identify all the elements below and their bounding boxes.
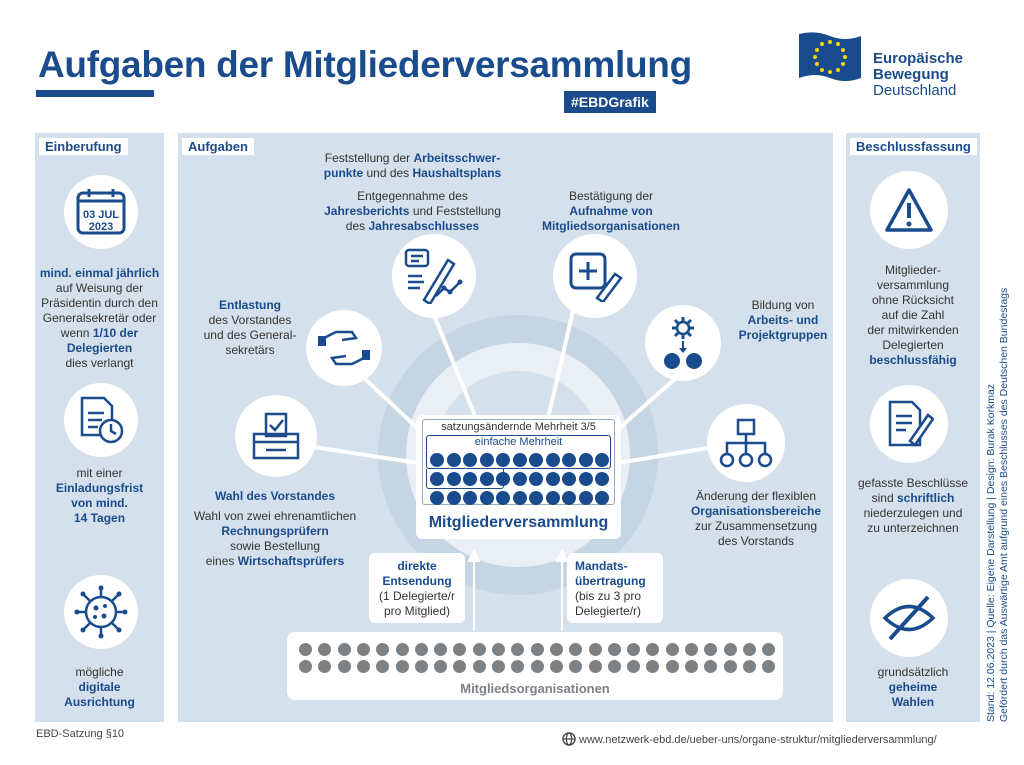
- beschlussfaehig-text: Mitglieder- versammlung ohne Rücksicht auf die Zahl der mitwirkenden Delegierten beschlussfähig: [867, 263, 959, 367]
- panel-einberufung: [35, 133, 164, 722]
- delegate-dot: [480, 472, 494, 486]
- organization-dot: [299, 643, 312, 656]
- page-title: Aufgaben der Mitgliederversammlung: [38, 44, 692, 85]
- warning-circle: [870, 171, 948, 249]
- credits-line: Stand: 12.06.2023 | Quelle: Eigene Darstellung | Design: Burak Korkmaz: [985, 383, 997, 722]
- organization-dot: [453, 643, 466, 656]
- delegate-dot: [480, 453, 494, 467]
- org-chart-icon: [719, 418, 773, 468]
- task-wahl-text: Wahl des Vorstandes Wahl von zwei ehrenamtlichen Rechnungsprüfern sowie Bestellung eines Wirtschaftsprüfers: [193, 489, 357, 568]
- task-entlastung-text: Entlastung des Vorstandes und des General- sekretärs: [203, 298, 297, 357]
- task-haushalt-text: Feststellung der Arbeitsschwer- punkte und des Haushaltsplans: [323, 151, 502, 180]
- panel-label: Einberufung: [39, 138, 128, 155]
- handover-hands-icon: [316, 326, 372, 370]
- calendar-date: 03 JUL: [82, 209, 120, 221]
- delegate-dot: [496, 453, 510, 467]
- majority-3-5-label: satzungsändernde Mehrheit 3/5: [441, 421, 596, 433]
- virus-icon: [73, 584, 129, 640]
- delegate-dot: [595, 491, 609, 505]
- delegate-dot: [463, 472, 477, 486]
- delegate-dot: [463, 491, 477, 505]
- gear-groups-icon: [659, 316, 707, 370]
- delegate-dot: [579, 453, 593, 467]
- delegate-dot: [546, 491, 560, 505]
- add-member-circle: [553, 234, 637, 318]
- delegate-dot: [480, 491, 494, 505]
- org-logo-text: [873, 51, 963, 99]
- member-organizations-box: [287, 632, 783, 700]
- add-document-icon: [567, 250, 623, 302]
- warning-icon: [884, 187, 934, 233]
- organization-dot: [531, 660, 544, 673]
- organization-dot: [569, 660, 582, 673]
- organization-dot: [569, 643, 582, 656]
- delegate-dot: [513, 472, 527, 486]
- organization-dot: [704, 660, 717, 673]
- digital-text: mögliche digitale Ausrichtung: [64, 665, 135, 709]
- virus-circle: [64, 575, 138, 649]
- calendar-circle: [64, 175, 138, 249]
- eye-slash-icon: [882, 593, 936, 643]
- organization-dot: [743, 660, 756, 673]
- signature-circle: [870, 385, 948, 463]
- organization-dot: [608, 643, 621, 656]
- document-clock-icon: [78, 395, 124, 445]
- delegate-dot: [496, 472, 510, 486]
- hidden-eye-circle: [870, 579, 948, 657]
- geheime-wahlen-text: grundsätzlich geheime Wahlen: [877, 665, 949, 709]
- groups-circle: [645, 305, 721, 381]
- organization-dot: [318, 643, 331, 656]
- organization-dot: [724, 660, 737, 673]
- assembly-label: Mitgliederversammlung: [428, 514, 609, 531]
- task-gruppen-text: Bildung von Arbeits- und Projektgruppen: [738, 298, 828, 342]
- delegate-dot: [546, 472, 560, 486]
- organization-dot: [492, 643, 505, 656]
- organization-dot: [357, 643, 370, 656]
- delegate-dot: [430, 491, 444, 505]
- organization-dot: [473, 643, 486, 656]
- logo-line: Europäische: [873, 50, 964, 67]
- einladungsfrist-text: mit einer Einladungsfrist von mind. 14 Tagen: [55, 466, 144, 525]
- report-signing-icon: [404, 248, 464, 304]
- panel-label: Beschlussfassung: [850, 138, 977, 155]
- panel-beschlussfassung: [846, 133, 980, 722]
- delegate-dot: [447, 453, 461, 467]
- organization-dot: [338, 660, 351, 673]
- delegate-dot: [430, 453, 444, 467]
- logo-line: Deutschland: [873, 82, 957, 99]
- organization-dot: [338, 643, 351, 656]
- organization-dot: [434, 643, 447, 656]
- delegate-dot: [579, 491, 593, 505]
- delegate-dot: [529, 453, 543, 467]
- organization-dot: [434, 660, 447, 673]
- signed-document-icon: [884, 399, 934, 449]
- panel-label: Aufgaben: [182, 138, 254, 155]
- organization-dot: [299, 660, 312, 673]
- delegate-dot: [546, 453, 560, 467]
- organization-dot: [396, 660, 409, 673]
- eu-flag-icon: [797, 30, 863, 84]
- organizations-label: Mitgliedsorganisationen: [460, 681, 610, 696]
- callout-direct: direkte Entsendung (1 Delegierte/r pro Mitglied): [369, 553, 465, 623]
- organization-dot: [666, 643, 679, 656]
- statute-reference: EBD-Satzung §10: [36, 728, 125, 740]
- delegate-dot: [595, 453, 609, 467]
- delegate-dot: [513, 491, 527, 505]
- organization-dot: [473, 660, 486, 673]
- delegate-dot: [579, 472, 593, 486]
- handshake-circle: [306, 310, 382, 386]
- organization-dot: [685, 643, 698, 656]
- organization-dot: [589, 643, 602, 656]
- organization-dot: [762, 643, 775, 656]
- delegate-dot: [562, 472, 576, 486]
- organization-dot: [704, 643, 717, 656]
- organization-dot: [415, 660, 428, 673]
- organization-dot: [396, 643, 409, 656]
- callout-mandat: Mandats- übertragung (bis zu 3 pro Delegierte/r): [567, 553, 663, 623]
- schriftlich-text: gefasste Beschlüsse sind schriftlich niederzulegen und zu unterzeichnen: [857, 476, 969, 535]
- organization-dot: [743, 643, 756, 656]
- organization-dot: [724, 643, 737, 656]
- hashtag-badge: #EBDGrafik: [564, 91, 656, 113]
- organization-dot: [646, 643, 659, 656]
- delegate-dot: [529, 472, 543, 486]
- delegate-dot: [513, 453, 527, 467]
- task-jahres-text: Entgegennahme des Jahresberichts und Feststellung des Jahresabschlusses: [324, 189, 501, 233]
- organization-dot: [627, 643, 640, 656]
- organization-dot: [627, 660, 640, 673]
- source-url-link[interactable]: www.netzwerk-ebd.de/ueber-uns/organe-struktur/mitgliederversammlung/: [579, 734, 937, 746]
- organization-dot: [511, 643, 524, 656]
- organization-dot: [492, 660, 505, 673]
- delegate-dot: [595, 472, 609, 486]
- delegate-dot: [447, 472, 461, 486]
- delegate-dot: [447, 491, 461, 505]
- organization-dot: [762, 660, 775, 673]
- calendar-year: 2023: [88, 221, 114, 233]
- organization-dot: [608, 660, 621, 673]
- organization-dot: [415, 643, 428, 656]
- assembly-box: [416, 415, 621, 539]
- einberufung-text: mind. einmal jährlich auf Weisung der Präsidentin durch den Generalsekretär oder wenn 1/10 der Delegierten dies verlangt: [39, 266, 160, 370]
- organization-dot: [376, 643, 389, 656]
- organization-dot: [376, 660, 389, 673]
- globe-icon: [562, 732, 576, 746]
- organization-dot: [550, 660, 563, 673]
- credits-line: Gefördert durch das Auswärtige Amt aufgrund eines Beschlusses des Deutschen Bundestags: [998, 287, 1010, 722]
- delegate-dot: [463, 453, 477, 467]
- logo-line: Bewegung: [873, 66, 949, 83]
- title-underline: [36, 90, 154, 97]
- delegate-dot: [430, 472, 444, 486]
- organization-dot: [685, 660, 698, 673]
- document-clock-circle: [64, 383, 138, 457]
- organization-dot: [550, 643, 563, 656]
- ballot-box-icon: [250, 412, 302, 460]
- task-bereiche-text: Änderung der flexiblen Organisationsbereiche zur Zusammensetzung des Vorstands: [690, 489, 822, 548]
- organization-dot: [357, 660, 370, 673]
- organization-dot: [318, 660, 331, 673]
- organization-dot: [589, 660, 602, 673]
- organization-dot: [666, 660, 679, 673]
- organization-dot: [646, 660, 659, 673]
- simple-majority-label: einfache Mehrheit: [474, 436, 563, 448]
- org-chart-circle: [707, 404, 785, 482]
- organization-dot: [531, 643, 544, 656]
- report-circle: [392, 234, 476, 318]
- delegate-dot: [496, 491, 510, 505]
- task-aufnahme-text: Bestätigung der Aufnahme von Mitgliedsorganisationen: [541, 189, 680, 233]
- delegate-dot: [529, 491, 543, 505]
- ballot-circle: [235, 395, 317, 477]
- delegate-dot: [562, 491, 576, 505]
- organization-dot: [453, 660, 466, 673]
- delegate-dot: [562, 453, 576, 467]
- credits-vertical: [985, 122, 1011, 722]
- organization-dot: [511, 660, 524, 673]
